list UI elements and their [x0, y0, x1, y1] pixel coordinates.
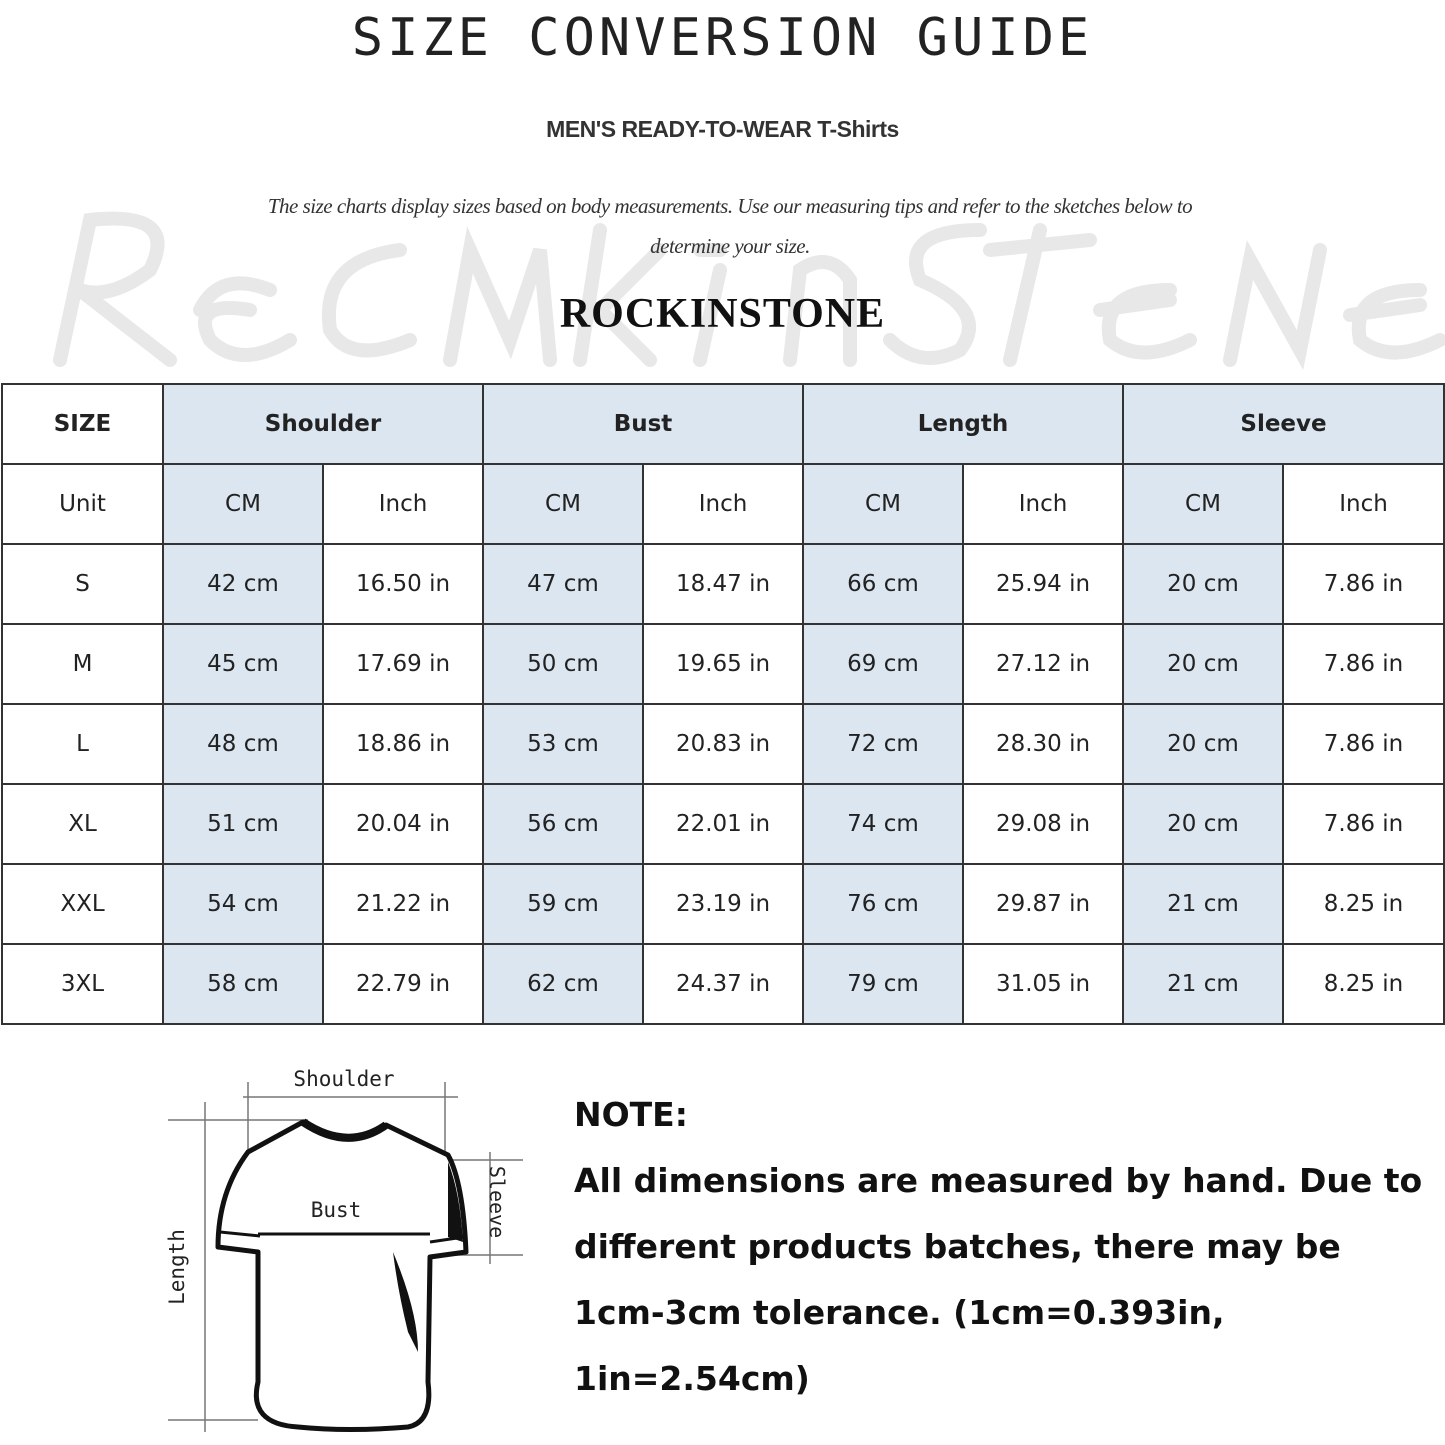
measurement-cell: 8.25 in [1283, 944, 1444, 1024]
header-cell: Length [803, 384, 1123, 464]
measurement-cell: 21 cm [1123, 944, 1283, 1024]
measurement-cell: 19.65 in [643, 624, 803, 704]
table-row [2, 784, 1444, 864]
measurement-cell: 7.86 in [1283, 784, 1444, 864]
unit-cell: CM [803, 464, 963, 544]
unit-cell: CM [1123, 464, 1283, 544]
note-block [574, 1082, 1424, 1412]
measurement-cell: 27.12 in [963, 624, 1123, 704]
unit-cell: Unit [2, 464, 163, 544]
note-heading: NOTE: [574, 1095, 688, 1134]
size-cell: L [2, 704, 163, 784]
measurement-cell: 51 cm [163, 784, 323, 864]
measurement-cell: 48 cm [163, 704, 323, 784]
length-label: Length [165, 1229, 189, 1305]
measurement-cell: 42 cm [163, 544, 323, 624]
measurement-cell: 21 cm [1123, 864, 1283, 944]
measurement-cell: 62 cm [483, 944, 643, 1024]
measurement-cell: 28.30 in [963, 704, 1123, 784]
size-cell: XXL [2, 864, 163, 944]
measurement-cell: 16.50 in [323, 544, 483, 624]
header-cell: Bust [483, 384, 803, 464]
table-row [2, 704, 1444, 784]
measurement-cell: 7.86 in [1283, 624, 1444, 704]
header-cell: Sleeve [1123, 384, 1444, 464]
page-title: SIZE CONVERSION GUIDE [351, 8, 1094, 68]
measurement-cell: 7.86 in [1283, 704, 1444, 784]
measurement-cell: 72 cm [803, 704, 963, 784]
measurement-cell: 18.86 in [323, 704, 483, 784]
measurement-cell: 20 cm [1123, 624, 1283, 704]
size-cell: XL [2, 784, 163, 864]
table-row [2, 944, 1444, 1024]
measurement-cell: 29.08 in [963, 784, 1123, 864]
measurement-cell: 74 cm [803, 784, 963, 864]
measurement-cell: 20.04 in [323, 784, 483, 864]
note-text: All dimensions are measured by hand. Due to different products batches, there may be 1cm-3cm tolerance. (1cm=0.393in, 1in=2.54cm) [574, 1161, 1423, 1398]
table-row [2, 624, 1444, 704]
measurement-cell: 56 cm [483, 784, 643, 864]
size-cell: S [2, 544, 163, 624]
measurement-cell: 79 cm [803, 944, 963, 1024]
unit-cell: Inch [323, 464, 483, 544]
measurement-cell: 45 cm [163, 624, 323, 704]
table-row [2, 864, 1444, 944]
measurement-cell: 18.47 in [643, 544, 803, 624]
measurement-cell: 21.22 in [323, 864, 483, 944]
subtitle: MEN'S READY-TO-WEAR T-Shirts [546, 116, 899, 142]
size-cell: 3XL [2, 944, 163, 1024]
header-cell: Shoulder [163, 384, 483, 464]
brand-name: ROCKINSTONE [559, 291, 886, 337]
measurement-cell: 54 cm [163, 864, 323, 944]
measurement-cell: 76 cm [803, 864, 963, 944]
description: The size charts display sizes based on body measurements. Use our measuring tips and refer to the sketches below to determine your size. [267, 194, 1193, 258]
measurement-cell: 59 cm [483, 864, 643, 944]
unit-cell: Inch [963, 464, 1123, 544]
measurement-cell: 20.83 in [643, 704, 803, 784]
measurement-cell: 29.87 in [963, 864, 1123, 944]
measurement-cell: 22.01 in [643, 784, 803, 864]
shoulder-label: Shoulder [293, 1067, 395, 1091]
size-cell: M [2, 624, 163, 704]
size-chart-table [1, 383, 1445, 1025]
measurement-cell: 20 cm [1123, 544, 1283, 624]
measurement-cell: 8.25 in [1283, 864, 1444, 944]
measurement-cell: 17.69 in [323, 624, 483, 704]
measurement-cell: 31.05 in [963, 944, 1123, 1024]
measurement-cell: 20 cm [1123, 784, 1283, 864]
bust-label: Bust [310, 1198, 362, 1222]
unit-cell: CM [483, 464, 643, 544]
sleeve-label: Sleeve [485, 1165, 509, 1239]
table-row [2, 544, 1444, 624]
measurement-cell: 50 cm [483, 624, 643, 704]
unit-cell: CM [163, 464, 323, 544]
measurement-cell: 69 cm [803, 624, 963, 704]
measurement-cell: 47 cm [483, 544, 643, 624]
measurement-cell: 20 cm [1123, 704, 1283, 784]
measurement-cell: 7.86 in [1283, 544, 1444, 624]
table-header-row [2, 384, 1444, 464]
measurement-cell: 58 cm [163, 944, 323, 1024]
measurement-cell: 22.79 in [323, 944, 483, 1024]
measurement-cell: 24.37 in [643, 944, 803, 1024]
measurement-cell: 53 cm [483, 704, 643, 784]
tshirt-measurement-sketch [148, 1052, 548, 1442]
measurement-cell: 66 cm [803, 544, 963, 624]
header-cell: SIZE [2, 384, 163, 464]
unit-cell: Inch [1283, 464, 1444, 544]
measurement-cell: 23.19 in [643, 864, 803, 944]
unit-row [2, 464, 1444, 544]
unit-cell: Inch [643, 464, 803, 544]
measurement-cell: 25.94 in [963, 544, 1123, 624]
